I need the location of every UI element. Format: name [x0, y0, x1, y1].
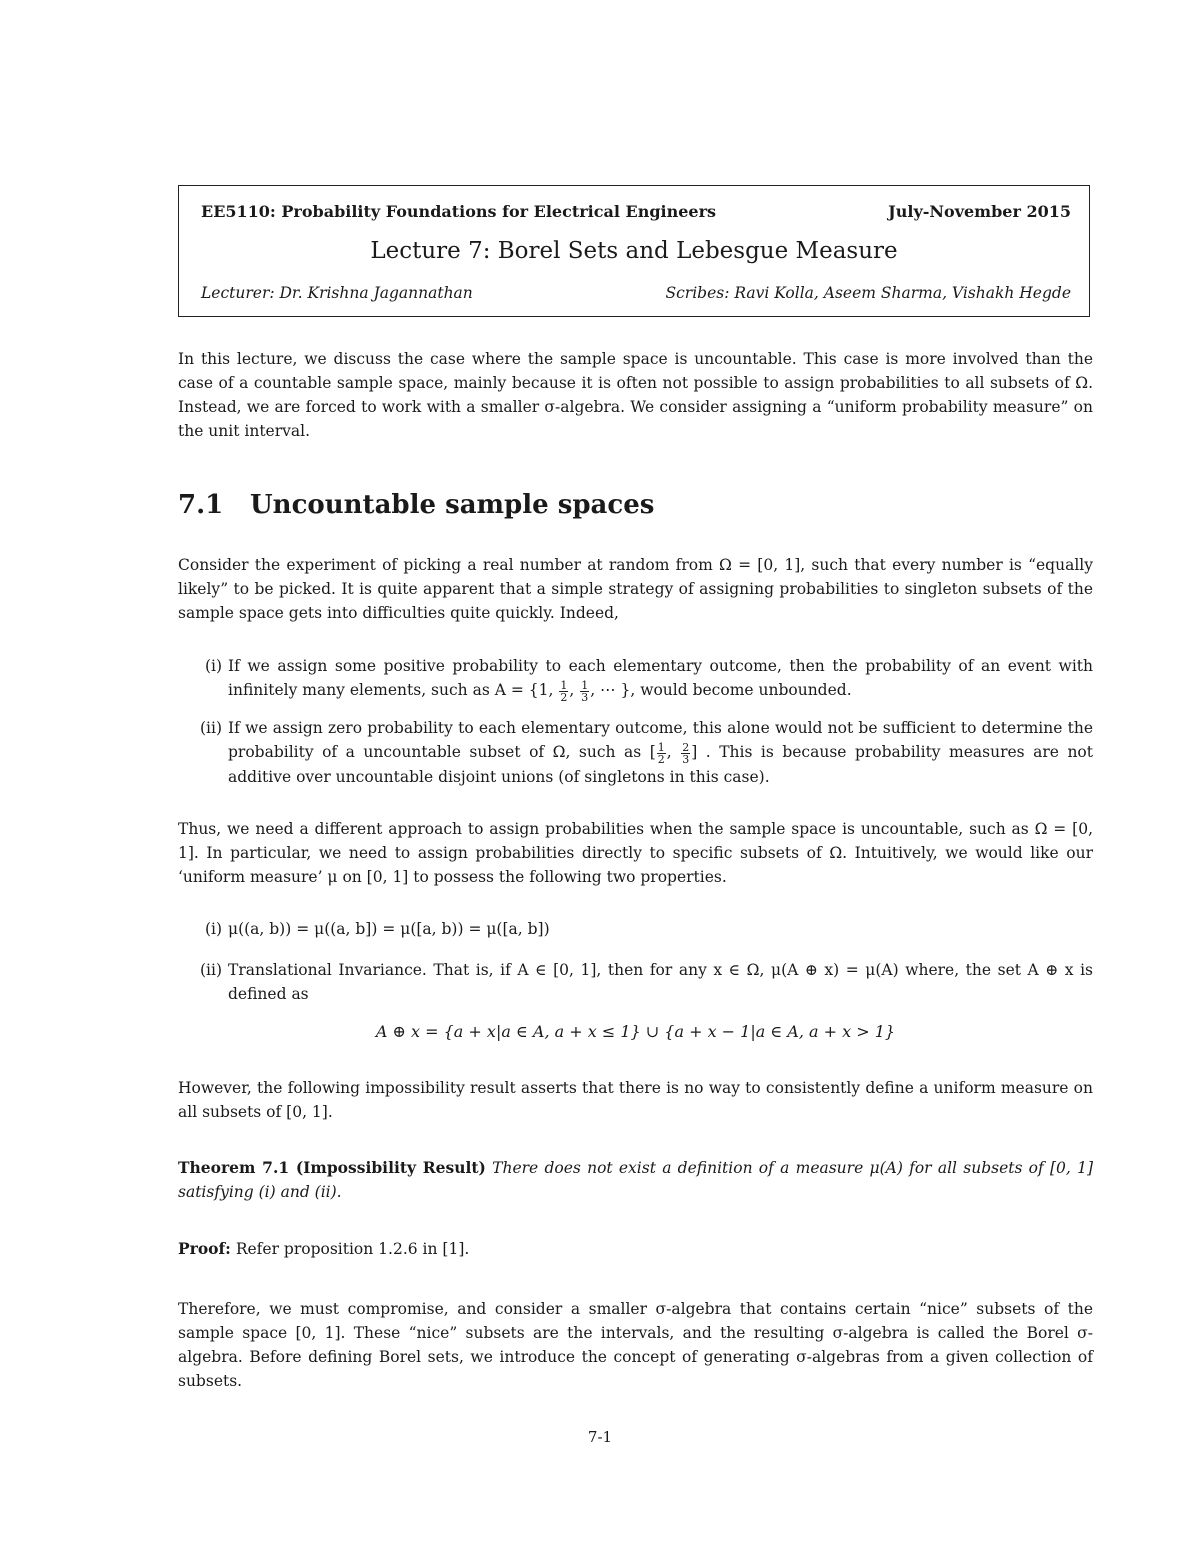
page-number: 7-1 — [587, 1428, 613, 1446]
scribes-names: Scribes: Ravi Kolla, Aseem Sharma, Vishakh Hegde — [665, 284, 1071, 302]
lecturer-name: Lecturer: Dr. Krishna Jagannathan — [201, 284, 473, 302]
proof-label: Proof: — [178, 1239, 231, 1258]
header-course-row — [201, 202, 1071, 221]
header-people-row — [201, 284, 1071, 302]
section-heading — [178, 490, 654, 520]
list-label: (ii) — [199, 719, 222, 737]
list-label: (ii) — [199, 961, 222, 979]
lecture-title: Lecture 7: Borel Sets and Lebesgue Measure — [370, 238, 898, 264]
list-text-b: . This is because probability measures are not additive over uncountable disjoint unions (of singletons in this case). — [228, 743, 1093, 786]
list-body: μ((a, b)) = μ((a, b]) = μ([a, b)) = μ([a, b]) — [228, 920, 550, 938]
display-equation: A ⊕ x = {a + x|a ∈ A, a + x ≤ 1} ∪ {a + x − 1|a ∈ A, a + x > 1} — [375, 1022, 896, 1041]
intro-paragraph: In this lecture, we discuss the case where the sample space is uncountable. This case is more involved than the case of a countable sample space, mainly because it is often not possible to assign probabilities to all subsets of Ω. Instead, we are forced to work with a smaller σ-algebra. We consider assigning a “uniform probability measure” on the unit interval. — [178, 350, 1093, 440]
list-text-a: If we assign zero probability to each elementary outcome, this alone would not be sufficient to determine the probability of a uncountable subset of Ω, such as — [228, 719, 1093, 761]
course-term: July-November 2015 — [888, 202, 1071, 221]
paragraph-1: Consider the experiment of picking a real number at random from Ω = [0, 1], such that every number is “equally likely” to be picked. It is quite apparent that a simple strategy of assigning probabilities to singleton subsets of the sample space gets into difficulties quite quickly. Indeed, — [178, 556, 1093, 622]
list-body: If we assign some positive probability to each elementary outcome, then the probability of an event with infinitely many elements, such as A = {1, $\frac{1}{2}$ , $\frac{1}{3}$ , ⋯ }, would become unbounded. — [228, 657, 1093, 704]
fraction-half: $\frac{1}{2}$ — [657, 740, 665, 766]
list-label: (i) — [204, 657, 222, 675]
theorem-title: Theorem 7.1 (Impossibility Result) — [178, 1158, 486, 1177]
paragraph-2: Thus, we need a different approach to assign probabilities when the sample space is uncountable, such as Ω = [0, 1]. In particular, we need to assign probabilities directly to specific subsets of Ω. Intuitively, we would like our ‘uniform measure’ μ on [0, 1] to possess the following two properties. — [178, 820, 1093, 886]
list-body: If we assign zero probability to each elementary outcome, this alone would not be sufficient to determine the probability of a uncountable subset of Ω, such as [ $\frac{1}{2}$ , $\frac{2}{3}$ ] . This is because probability measures are not additive over uncountable disjoint unions (of singletons in this case). — [228, 719, 1093, 786]
list2-item-i — [178, 917, 1093, 941]
paragraph-4: Therefore, we must compromise, and consider a smaller σ-algebra that contains certain “nice” subsets of the sample space [0, 1]. These “nice” subsets are the intervals, and the resulting σ-algebra is called the Borel σ-algebra. Before defining Borel sets, we introduce the concept of generating σ-algebras from a given collection of subsets. — [178, 1300, 1093, 1390]
section-title: Uncountable sample spaces — [250, 490, 655, 520]
proof — [178, 1237, 1093, 1261]
fraction-half: $\frac{1}{2}$ — [560, 678, 568, 704]
list-text-b: , would become unbounded. — [630, 681, 852, 699]
list-body: Translational Invariance. That is, if A ∈ [0, 1], then for any x ∈ Ω, μ(A ⊕ x) = μ(A) where, the set A ⊕ x is defined as — [228, 961, 1093, 1003]
theorem-7-1 — [178, 1156, 1093, 1204]
course-name: EE5110: Probability Foundations for Electrical Engineers — [201, 202, 717, 221]
theorem-body: There does not exist a definition of a measure μ(A) for all subsets of [0, 1] satisfying (i) and (ii). — [178, 1159, 1093, 1201]
list-text-a: If we assign some positive probability to each elementary outcome, then the probability of an event with infinitely many elements, such as A = {1, — [228, 657, 1093, 699]
lecture-header-box — [178, 185, 1090, 317]
fraction-two-thirds: $\frac{2}{3}$ — [682, 740, 690, 766]
list1-item-i — [178, 654, 1093, 703]
list1-item-ii — [178, 716, 1093, 789]
proof-text: Refer proposition 1.2.6 in [1]. — [235, 1240, 470, 1258]
section-number: 7.1 — [178, 490, 224, 520]
list2-item-ii — [178, 958, 1093, 1006]
list-label: (i) — [204, 920, 222, 938]
fraction-third: $\frac{1}{3}$ — [581, 678, 589, 704]
paragraph-3: However, the following impossibility result asserts that there is no way to consistently define a uniform measure on all subsets of [0, 1]. — [178, 1079, 1093, 1121]
